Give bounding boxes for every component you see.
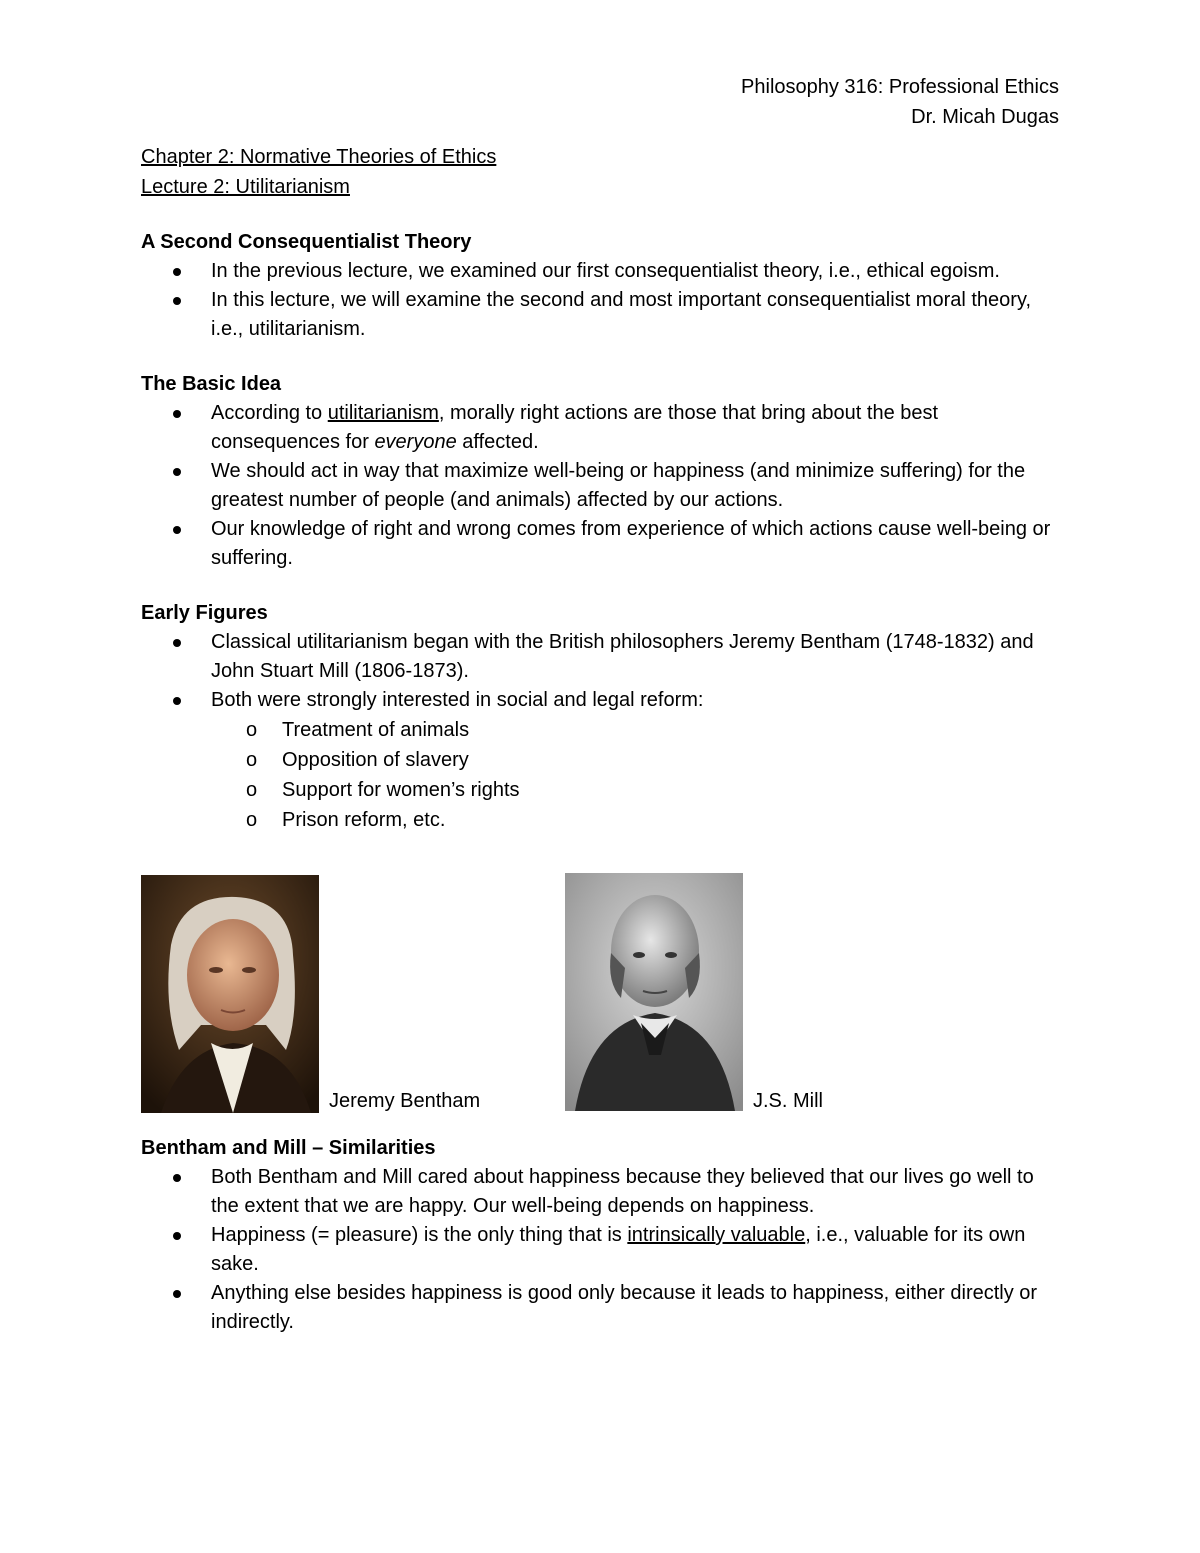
bullet-item: Both were strongly interested in social and legal reform: bbox=[141, 686, 1061, 715]
document-body bbox=[141, 142, 1061, 1337]
emphasis: everyone bbox=[374, 431, 457, 453]
sub-bullet-marker: o bbox=[246, 809, 258, 831]
text-run: affected. bbox=[456, 431, 539, 453]
bullet-item: In the previous lecture, we examined our first consequentialist theory, i.e., ethical egoism. bbox=[141, 257, 1061, 286]
document-header bbox=[741, 72, 1059, 132]
text-run: According to bbox=[211, 402, 328, 424]
sub-bullet-item bbox=[141, 805, 1061, 835]
section-heading: The Basic Idea bbox=[141, 373, 282, 395]
sub-bullet-list bbox=[141, 715, 1061, 835]
bullet-list bbox=[141, 1163, 1061, 1337]
sub-bullet-item bbox=[141, 715, 1061, 745]
bullet-item bbox=[141, 1221, 1061, 1279]
sub-bullet-marker: o bbox=[246, 779, 258, 801]
key-term: utilitarianism bbox=[327, 402, 439, 424]
bullet-item: Classical utilitarianism began with the British philosophers Jeremy Bentham (1748-1832) and John Stuart Mill (1806-1873). bbox=[141, 628, 1061, 686]
sub-bullet-item bbox=[141, 775, 1061, 805]
sub-bullet-marker: o bbox=[246, 719, 258, 741]
portrait-figures bbox=[141, 875, 1061, 1115]
section-heading: Early Figures bbox=[141, 602, 268, 624]
key-term: intrinsically valuable bbox=[627, 1224, 806, 1246]
bullet-item: Our knowledge of right and wrong comes from experience of which actions cause well-being or suffering. bbox=[141, 515, 1061, 573]
bullet-list bbox=[141, 257, 1061, 344]
bullet-item: We should act in way that maximize well-being or happiness (and minimize suffering) for the greatest number of people (and animals) affected by our actions. bbox=[141, 457, 1061, 515]
instructor-name: Dr. Micah Dugas bbox=[911, 106, 1059, 128]
text-run: Happiness (= pleasure) is the only thing that is bbox=[211, 1224, 628, 1246]
chapter-title: Chapter 2: Normative Theories of Ethics bbox=[141, 146, 497, 168]
sub-bullet-text: Treatment of animals bbox=[282, 719, 470, 741]
bullet-item: Anything else besides happiness is good only because it leads to happiness, either directly or indirectly. bbox=[141, 1279, 1061, 1337]
bentham-portrait bbox=[141, 875, 319, 1113]
sub-bullet-marker: o bbox=[246, 749, 258, 771]
course-title: Philosophy 316: Professional Ethics bbox=[741, 76, 1059, 98]
bullet-item: In this lecture, we will examine the second and most important consequentialist moral theory, i.e., utilitarianism. bbox=[141, 286, 1061, 344]
sub-bullet-text: Opposition of slavery bbox=[282, 749, 469, 771]
sub-bullet-text: Support for women’s rights bbox=[282, 779, 520, 801]
bentham-caption: Jeremy Bentham bbox=[329, 1090, 481, 1112]
bullet-list bbox=[141, 628, 1061, 715]
lecture-title: Lecture 2: Utilitarianism bbox=[141, 176, 350, 198]
section-heading: Bentham and Mill – Similarities bbox=[141, 1137, 436, 1159]
text-run: , i.e., valuable for its own sake. bbox=[211, 1224, 1026, 1275]
sub-bullet-text: Prison reform, etc. bbox=[282, 809, 446, 831]
mill-portrait bbox=[565, 873, 743, 1111]
section-heading: A Second Consequentialist Theory bbox=[141, 231, 472, 253]
bullet-item: Both Bentham and Mill cared about happiness because they believed that our lives go well to the extent that we are happy. Our well-being depends on happiness. bbox=[141, 1163, 1061, 1221]
sub-bullet-item bbox=[141, 745, 1061, 775]
mill-caption: J.S. Mill bbox=[753, 1090, 823, 1112]
bullet-item bbox=[141, 399, 1061, 457]
text-run: , morally right actions are those that bring about the best consequences for bbox=[211, 402, 939, 453]
bullet-list bbox=[141, 399, 1061, 573]
